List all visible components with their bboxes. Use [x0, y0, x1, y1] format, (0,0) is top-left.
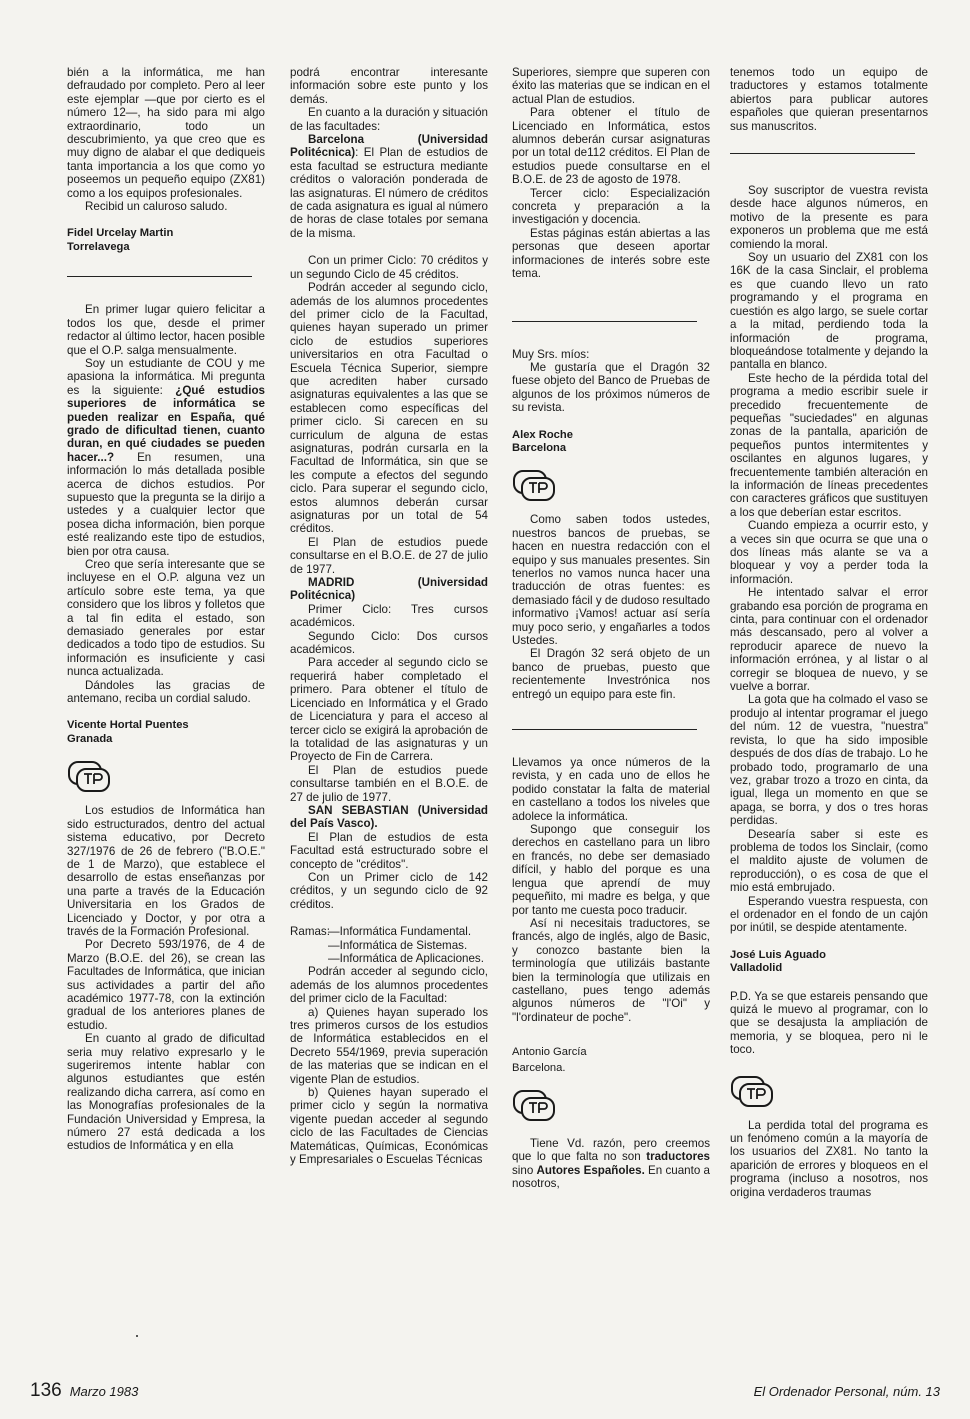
letter-text: La gota que ha colmado el vaso se produjo al intentar programar el juego del núm. 12 de vuestra, "nuestra" revista, lo que ha sido imposible después de dos días de trabajo. Lo he probado todo, programarlo de una vez, grabar trozo a trozo en cinta, da igual, llega un momento en que se apaga, se borra, y dos o tres horas perdidas.	[730, 693, 928, 828]
reply-text: En cuanto al grado de dificultad seria muy relativo expresarlo y le sugeriremos intente hablar con algunos estudiantes que estén realizando dicha carrera, así como en las Monografías profesionales de la Fundación Universidad y Empresa, la número 27 está dedicada a los estudios de Informática y en ella	[67, 1032, 265, 1153]
reply-text: El Dragón 32 será objeto de un banco de pruebas, puesto que recientemente Investrónica nos entregó un equipo para este fin.	[512, 647, 710, 701]
letter-text: Muy Srs. míos:	[512, 347, 590, 361]
op-mailbox-logo-icon	[512, 1089, 558, 1125]
letter-text: Recibid un caluroso saludo.	[85, 200, 228, 214]
column-4	[730, 66, 928, 1199]
divider	[67, 276, 252, 277]
reply-text-span: : El Plan de estudios de esta facultad se estructura mediante créditos o valoración ponderada de las asignaturas. El número de créditos de cada asignatura es igual al número de horas de clase totales por semana de la misma.	[290, 146, 488, 240]
signature-city: Barcelona.	[512, 1061, 566, 1074]
signature-city: Barcelona	[512, 441, 567, 454]
reply-text: Para obtener el título de Licenciado en Informática, estos alumnos deberán cursar asignaturas por un total de112 créditos. El Plan de estudios puede consultarse en el B.O.E. de 23 de agosto de 1978.	[512, 106, 710, 187]
op-mailbox-logo-icon	[67, 760, 113, 796]
reply-text: El Plan de estudios puede consultarse en el B.O.E. de 27 de julio de 1977.	[290, 535, 488, 576]
reply-bold: traductores	[646, 1150, 710, 1164]
reply-text: a) Quienes hayan superado los tres primeros cursos de los estudios de Informática establecidos en el Decreto 554/1969, previa superación de las materias que se indican en el vigente Plan de estudios.	[290, 1005, 488, 1086]
rama-item: —Informática de Sistemas.	[328, 938, 468, 952]
reply-text: Por Decreto 593/1976, de 4 de Marzo (B.O.E. del 26), se crean las Facultades de Informática, que inician sus actividades a partir del año académico 1977-78, con la extinción gradual de los anteriores planes de estudio.	[67, 938, 265, 1032]
op-mailbox-logo-icon	[512, 469, 558, 505]
reply-text: Podrán acceder al segundo ciclo, además de los alumnos procedentes del primer ciclo de la Facultad, quienes hayan superado un primer ciclo de estudios superiores universitarios en otra Facultad o Escuela Técnica Superior, siempre que acrediten haber cursado asignaturas equivalentes a las que se establecen como específicas del primer ciclo. Si carecen en su curriculum de alguna de estas asignaturas, podrán cursarla en la Facultad de Informática, sin que se les compute a efectos del segundo ciclo. Para superar el segundo ciclo, estos alumnos deberán cursar asignaturas por un total de 54 créditos.	[290, 281, 488, 536]
signature-name: Antonio García	[512, 1046, 587, 1059]
reply-text: Segundo Ciclo: Dos cursos académicos.	[290, 629, 488, 657]
postscript: P.D. Ya se que estareis pensando que quizá le muevo al programar, con lo que se desajusta la ampliación de memoria, y se bloquea, pero ni le toco.	[730, 989, 928, 1057]
letter-text: bién a la informática, me han defraudado por completo. Pero al leer este ejemplar —que por cierto es el número 12—, ha sido para mi algo extraordinario, todo un descubrimiento, ya que creo que es muy digno de alabar el que dediqueis tanta importancia a los que como yo poseemos un pequeño equipo (ZX81) como a los equipos profesionales.	[67, 66, 265, 200]
reply-text: Los estudios de Informática han sido estructurados, dentro del actual sistema educativo, por Decreto 327/1976 de 26 de febrero ("B.O.E." de 1 de Marzo), que establece el desarrollo de estas enseñanzas por una parte a través de la Educación Universitaria en los Grados de Licenciado y Doctor, y por otra a través de la Formación Profesional.	[67, 804, 265, 938]
reply-text: Para acceder al segundo ciclo se requerirá haber completado el primero. Para obtener el título de Licenciado en Informática y el Grado de Licenciatura y para el acceso al tercer ciclo se exigirá la aprobación de la totalidad de las asignaturas y un Proyecto de Fin de Carrera.	[290, 656, 488, 764]
issue-date: Marzo 1983	[69, 1384, 139, 1399]
reply-text	[290, 133, 488, 240]
reply-text-span: sino	[512, 1163, 537, 1177]
reply-text: Como saben todos ustedes, nuestros bancos de pruebas, se hacen en nuestra redacción con el equipo y sus manuales presentes. Sin tenerlos no vamos nunca hacer una traducción de otras fuentes: es demasiado fácil y de dudoso resultado informativo ¡Vamos! actuar así sería muy poco serio, y engañarles a todos Ustedes.	[512, 513, 710, 647]
reply-text: La perdida total del programa es un fenómeno común a la mayoría de los usuarios del ZX81. No tanto la aparición de errores y bloqueos en el programa (incluso a nosotros, nos origina verdaderos traumas	[730, 1118, 928, 1199]
letter-text: Dándoles las gracias de antemano, reciba un cordial saludo.	[67, 678, 265, 706]
letter-text: Esperando vuestra respuesta, con el ordenador en el fondo de un cajón por inútil, se despide atentamente.	[730, 894, 928, 935]
reply-text: podrá encontrar interesante información sobre este punto y los demás.	[290, 66, 488, 106]
letter-question-bold: ¿Qué estudios superiores de informática se pueden realizar en España, qué grado de dificultad tienen, cuanto duran, en qué ciudades se pueden hacer...?	[67, 383, 265, 464]
letter-text: He intentado salvar el error grabando esa porción de programa en cinta, para continuar con el ordenador más descansado, pero al volver a reproducir aparece de nuevo la información errónea, y al listar o al corregir se bloquea de nuevo, y se vuelve a borrar.	[730, 586, 928, 694]
university-heading: Barcelona (Universidad Politécnica)	[290, 133, 488, 160]
reply-text: b) Quienes hayan superado el primer ciclo y según la normativa vigente puedan acceder al segundo ciclo de las Facultades de Ciencias Matemáticas, Químicas, Económicas y Empresariales o Escuelas Técnicas	[290, 1086, 488, 1167]
magazine-name: El Ordenador Personal, núm. 13	[753, 1384, 940, 1399]
ramas-label: Ramas:	[290, 925, 330, 939]
divider	[730, 153, 915, 154]
letter-text: Así ni necesitais traductores, se francés, algo de inglés, algo de Basic, y conozco bastante bien la terminología que utilizáis bastante bien la terminología que utilizais en castellano, pues tengo además algunos números de "l'Oi" y "l'ordinateur de poche".	[512, 916, 710, 1024]
reply-text: El Plan de estudios puede consultarse también en el B.O.E. de 27 de julio de 1977.	[290, 763, 488, 804]
reply-text: El Plan de estudios de esta Facultad está estructurado sobre el concepto de "créditos".	[290, 830, 488, 871]
letter-text: Este hecho de la pérdida total del programa a medio escribir suele ir precedido frecuentemente de pequeñas "suciedades" en algunas zonas de la pantalla, aparición de pequeños puntos intermitentes y oscilantes en algunos lugares, y frecuentemente también alteración en la información de líneas precedentes con caracteres gráficos que sustituyen a los que deberían estar escritos.	[730, 371, 928, 519]
column-2	[290, 66, 488, 1167]
letter-text: En primer lugar quiero felicitar a todos los que, desde el primer redactor al último lector, hacen posible que el O.P. salga mensualmente.	[67, 303, 265, 357]
signature-name: Fidel Urcelay Martin	[67, 227, 174, 240]
letter-text: Cuando empieza a ocurrir esto, y a veces sin que ocurra se que una o dos líneas más alante se va a bloquear y voy a perder toda la información.	[730, 519, 928, 586]
reply-text: Superiores, siempre que superen con éxito las materias que se indican en el actual Plan de estudios.	[512, 66, 710, 106]
letter-text: Soy suscriptor de vuestra revista desde hace algunos números, en motivo de la presente es para exponeros un problema que me está comiendo la moral.	[730, 184, 928, 251]
letter-text: Creo que sería interesante que se incluyese en el O.P. alguna vez un artículo sobre este tema, ya que considero que los libros y folletos que a tal fin edita el estado, son demasiado generales por estar dedicados a todo tipo de estudios. Su información es insuficiente y casi nunca actualizada.	[67, 558, 265, 679]
divider	[512, 729, 697, 730]
reply-text: Estas páginas están abiertas a las personas que deseen aportar informaciones de interés sobre este tema.	[512, 226, 710, 281]
signature-name: Alex Roche	[512, 428, 573, 441]
footer-page-info	[30, 1380, 138, 1402]
letter-text: Supongo que conseguir los derechos en castellano para un libro en francés, no debe ser demasiado difícil, y hablo del porque es una lengua que aprendí de muy pequeñito, mi madre es belga, y que por tanto me cuesta poco traducir.	[512, 823, 710, 917]
university-heading	[290, 576, 488, 603]
reply-text: Primer Ciclo: Tres cursos académicos.	[290, 602, 488, 630]
reply-text: Con un primer Ciclo: 70 créditos y un segundo Ciclo de 45 créditos.	[290, 254, 488, 281]
reply-text: En cuanto a la duración y situación de las facultades:	[290, 106, 488, 133]
reply-text: tenemos todo un equipo de traductores y estamos totalmente abiertos para publicar autores españoles que quieran presentarnos sus manuscritos.	[730, 66, 928, 133]
column-3	[512, 66, 710, 1191]
reply-text: Tercer ciclo: Especialización concreta y preparación a la investigación y docencia.	[512, 186, 710, 227]
signature-name: José Luis Aguado	[730, 948, 826, 961]
signature-name: Vicente Hortal Puentes	[67, 719, 189, 732]
letter-text: Me gustaría que el Dragón 32 fuese objeto del Banco de Pruebas de algunos de los próximos números de su revista.	[512, 360, 710, 415]
university-heading	[290, 804, 488, 831]
print-speck	[136, 1335, 138, 1337]
reply-text-span: En cuanto a nosotros,	[512, 1163, 710, 1191]
op-mailbox-logo-icon	[730, 1075, 776, 1111]
divider	[512, 321, 697, 322]
reply-text: Con un Primer ciclo de 142 créditos, y un segundo ciclo de 92 créditos.	[290, 870, 488, 911]
rama-item: —Informática Fundamental.	[328, 925, 472, 939]
signature-city: Torrelavega	[67, 240, 130, 253]
reply-text	[512, 1137, 710, 1191]
university-heading-text: MADRID (Universidad Politécnica)	[290, 576, 488, 603]
reply-text: Podrán acceder al segundo ciclo, además de los alumnos procedentes del primer ciclo de la Facultad:	[290, 965, 488, 1006]
rama-item: —Informática de Aplicaciones.	[328, 952, 484, 965]
column-1	[67, 66, 265, 1153]
letter-text: Soy un usuario del ZX81 con los 16K de la casa Sinclair, el problema es que cuando llevo un rato programando y el programa en cuestión es algo largo, se suele cortar a la mitad, perdiendo toda la información de programa, bloqueándose totalmente y dejando la pantalla en blanco.	[730, 251, 928, 372]
university-heading-text: SAN SEBASTIAN (Universidad del País Vasco).	[290, 803, 488, 831]
ramas-list	[290, 925, 488, 965]
reply-bold: Autores Españoles.	[536, 1163, 645, 1177]
letter-text	[67, 357, 265, 558]
page-number: 136	[30, 1380, 62, 1401]
letter-text-span: Soy un estudiante de COU y me apasiona la informática. Mi pregunta es la siguiente:	[67, 356, 265, 397]
letter-text-span: En resumen, una información lo más detallada posible acerca de dichos estudios. Por supuesto que la pregunta se la dirijo a ustedes y a cualquier lector que posea dicha información, bien porque esté realizando este tipo de estudios, bien por otra causa.	[67, 450, 265, 558]
letter-text: Llevamos ya once números de la revista, y en cada uno de ellos he podido constatar la falta de material en castellano a todos los niveles que adolece la informática.	[512, 756, 710, 823]
signature-city: Granada	[67, 732, 113, 745]
signature-city: Valladolid	[730, 962, 783, 975]
reply-text-span: Tiene Vd. razón, pero creemos que lo que falta no son	[512, 1136, 710, 1164]
letter-text: Desearía saber si este es problema de todos los Sinclair, (como el maldito ajuste de volumen de reproducción), o es cosa de que el mio está embrujado.	[730, 827, 928, 895]
